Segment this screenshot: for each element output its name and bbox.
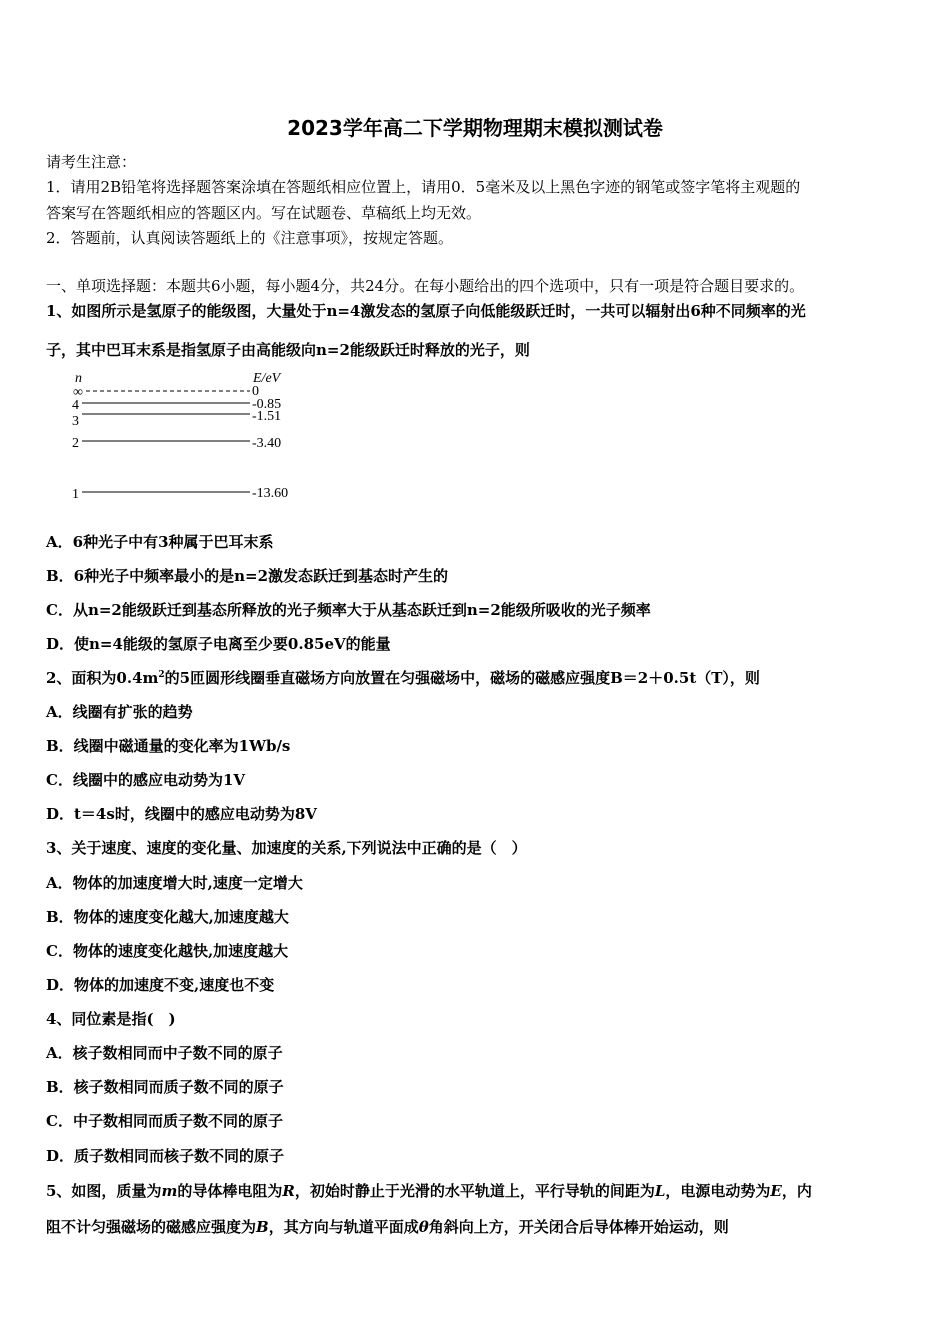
q5-text-1b: 的导体棒电阻为 [177, 1182, 283, 1200]
q4-stem: 4、同位素是指( ) [46, 1010, 176, 1028]
level-n-1: 1 [72, 487, 79, 502]
q1-option-b: B．6种光子中频率最小的是n=2激发态跃迁到基态时产生的 [46, 567, 449, 585]
level-n-3: 3 [72, 414, 79, 429]
q2-option-a: A．线圈有扩张的趋势 [46, 703, 193, 721]
q3-stem: 3、关于速度、速度的变化量、加速度的关系,下列说法中正确的是（ ） [46, 839, 527, 857]
q5-stem-line-1 [46, 1181, 812, 1201]
q1-option-d: D．使n=4能级的氢原子电离至少要0.85eV的能量 [46, 635, 391, 653]
q5-var-E: E [770, 1182, 782, 1200]
axis-energy-label: E/eV [253, 371, 281, 386]
level-energy-4: -0.85 [252, 397, 282, 412]
q5-text-1e: ，内 [781, 1182, 812, 1200]
q2-stem [46, 668, 760, 688]
q2-stem-part-2: 的5匝圆形线圈垂直磁场方向放置在匀强磁场中，磁场的磁感应强度B＝2＋0.5t（T），则 [164, 669, 760, 687]
q5-text-1a: 5、如图，质量为 [46, 1182, 162, 1200]
notice-heading: 请考生注意： [46, 153, 137, 171]
level-energy-infinity: 0 [252, 384, 259, 399]
notice-line-3: 2．答题前，认真阅读答题纸上的《注意事项》，按规定答题。 [46, 229, 454, 247]
q5-text-2a: 阻不计匀强磁场的磁感应强度为 [46, 1218, 257, 1236]
q5-stem-line-2 [46, 1217, 729, 1237]
q1-stem-line-2: 子，其中巴耳末系是指氢原子由高能级向n=2能级跃迁时释放的光子，则 [46, 341, 530, 359]
q5-var-L: L [654, 1182, 666, 1200]
q5-text-1c: ，初始时静止于光滑的水平轨道上，平行导轨的间距为 [294, 1182, 655, 1200]
q4-option-c: C．中子数相同而质子数不同的原子 [46, 1112, 283, 1130]
q4-option-a: A．核子数相同而中子数不同的原子 [46, 1044, 283, 1062]
q2-option-b: B．线圈中磁通量的变化率为1Wb/s [46, 737, 291, 755]
level-energy-2: -3.40 [252, 436, 282, 451]
q4-option-d: D．质子数相同而核子数不同的原子 [46, 1147, 285, 1165]
q2-option-d: D．t＝4s时，线圈中的感应电动势为8V [46, 805, 317, 823]
q2-stem-superscript: 2 [158, 670, 165, 680]
q5-text-2c: 角斜向上方，开关闭合后导体棒开始运动，则 [428, 1218, 729, 1236]
level-energy-3: -1.51 [252, 409, 282, 424]
notice-line-2: 答案写在答题纸相应的答题区内。写在试题卷、草稿纸上均无效。 [46, 204, 482, 222]
notice-line-1: 1．请用2B铅笔将选择题答案涂填在答题纸相应位置上，请用0．5毫米及以上黑色字迹的钢笔或签字笔将主观题的 [46, 178, 801, 196]
level-energy-1: -13.60 [252, 486, 289, 501]
q5-var-B: B [256, 1218, 269, 1236]
axis-n-label: n [75, 371, 82, 386]
q1-stem-line-1: 1、如图所示是氢原子的能级图，大量处于n=4激发态的氢原子向低能级跃迁时，一共可以辐射出6种不同频率的光 [46, 302, 806, 320]
section-heading: 一、单项选择题：本题共6小题，每小题4分，共24分。在每小题给出的四个选项中，只有一项是符合题目要求的。 [46, 277, 805, 295]
q1-option-a: A．6种光子中有3种属于巴耳末系 [46, 533, 274, 551]
q3-option-a: A．物体的加速度增大时,速度一定增大 [46, 874, 303, 892]
q5-var-m: m [161, 1182, 178, 1200]
q5-text-2b: ，其方向与轨道平面成 [268, 1218, 419, 1236]
q5-text-1d: ，电源电动势为 [665, 1182, 771, 1200]
q2-option-c: C．线圈中的感应电动势为1V [46, 771, 246, 789]
level-n-infinity: ∞ [73, 385, 83, 400]
energy-level-diagram [60, 362, 320, 507]
q3-option-d: D．物体的加速度不变,速度也不变 [46, 976, 275, 994]
page-title: 2023学年高二下学期物理期末模拟测试卷 [287, 116, 663, 140]
q2-stem-part-1: 2、面积为0.4m [46, 669, 159, 687]
q3-option-b: B．物体的速度变化越大,加速度越大 [46, 908, 289, 926]
level-n-4: 4 [72, 398, 79, 413]
level-n-2: 2 [72, 436, 79, 451]
q5-var-theta: θ [418, 1218, 429, 1236]
q4-option-b: B．核子数相同而质子数不同的原子 [46, 1078, 284, 1096]
q1-option-c: C．从n=2能级跃迁到基态所释放的光子频率大于从基态跃迁到n=2能级所吸收的光子频率 [46, 601, 651, 619]
q3-option-c: C．物体的速度变化越快,加速度越大 [46, 942, 289, 960]
q5-var-R: R [282, 1182, 295, 1200]
